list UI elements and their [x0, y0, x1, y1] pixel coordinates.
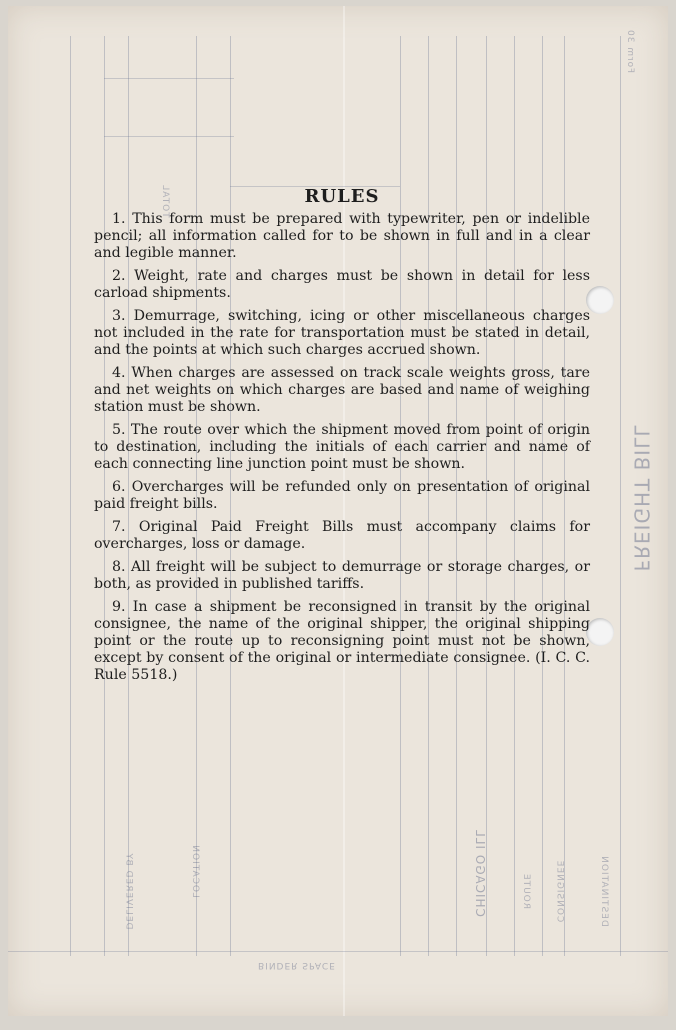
document-page: [8, 6, 668, 1016]
ghost-line: [104, 136, 234, 137]
ghost-label: ROUTE: [521, 872, 532, 910]
ghost-label: TOTAL: [159, 184, 170, 218]
ghost-line: [104, 78, 234, 79]
ghost-label: BINDER SPACE: [258, 960, 336, 970]
rule-item: 4. When charges are assessed on track scale weights gross, tare and net weights on which charges are based and name of weighing station must be shown.: [94, 365, 590, 415]
rule-item: 5. The route over which the shipment moved from point of origin to destination, including the initials of each carrier and name of each connecting line junction point must be shown.: [94, 422, 590, 472]
rule-item: 8. All freight will be subject to demurrage or storage charges, or both, as provided in published tariffs.: [94, 559, 590, 592]
ghost-label: FREIGHT BILL: [629, 424, 654, 572]
ghost-label: Form 30: [625, 29, 636, 73]
ghost-line: [8, 951, 668, 952]
rule-item: 1. This form must be prepared with typewriter, pen or indelible pencil; all information called for to be shown in full and in a clear and legible manner.: [94, 211, 590, 261]
ghost-label: DESTINATION: [598, 855, 609, 927]
rules-section: [94, 188, 590, 690]
ghost-label: DELIVERED BY: [123, 852, 134, 930]
rules-title: RULES: [304, 186, 380, 207]
rule-item: 2. Weight, rate and charges must be shown in detail for less carload shipments.: [94, 268, 590, 301]
ghost-line: [620, 36, 621, 956]
ghost-label: CHICAGO ILL: [472, 829, 487, 917]
ghost-label: LOCATION: [189, 844, 200, 898]
punch-hole: [586, 286, 614, 314]
ghost-label: CONSIGNEE: [554, 859, 565, 923]
rule-item: 3. Demurrage, switching, icing or other miscellaneous charges not included in the rate for transportation must be stated in detail, and the points at which such charges accrued shown.: [94, 308, 590, 358]
rule-item: 6. Overcharges will be refunded only on presentation of original paid freight bills.: [94, 479, 590, 512]
rule-item: 9. In case a shipment be reconsigned in transit by the original consignee, the name of the original shipper, the original shipping point or the route up to reconsigning point must not be shown, except by consent of the original or intermediate consignee. (I. C. C. Rule 5518.): [94, 599, 590, 683]
punch-hole: [586, 618, 614, 646]
rule-item: 7. Original Paid Freight Bills must accompany claims for overcharges, loss or damage.: [94, 519, 590, 552]
ghost-line: [70, 36, 71, 956]
